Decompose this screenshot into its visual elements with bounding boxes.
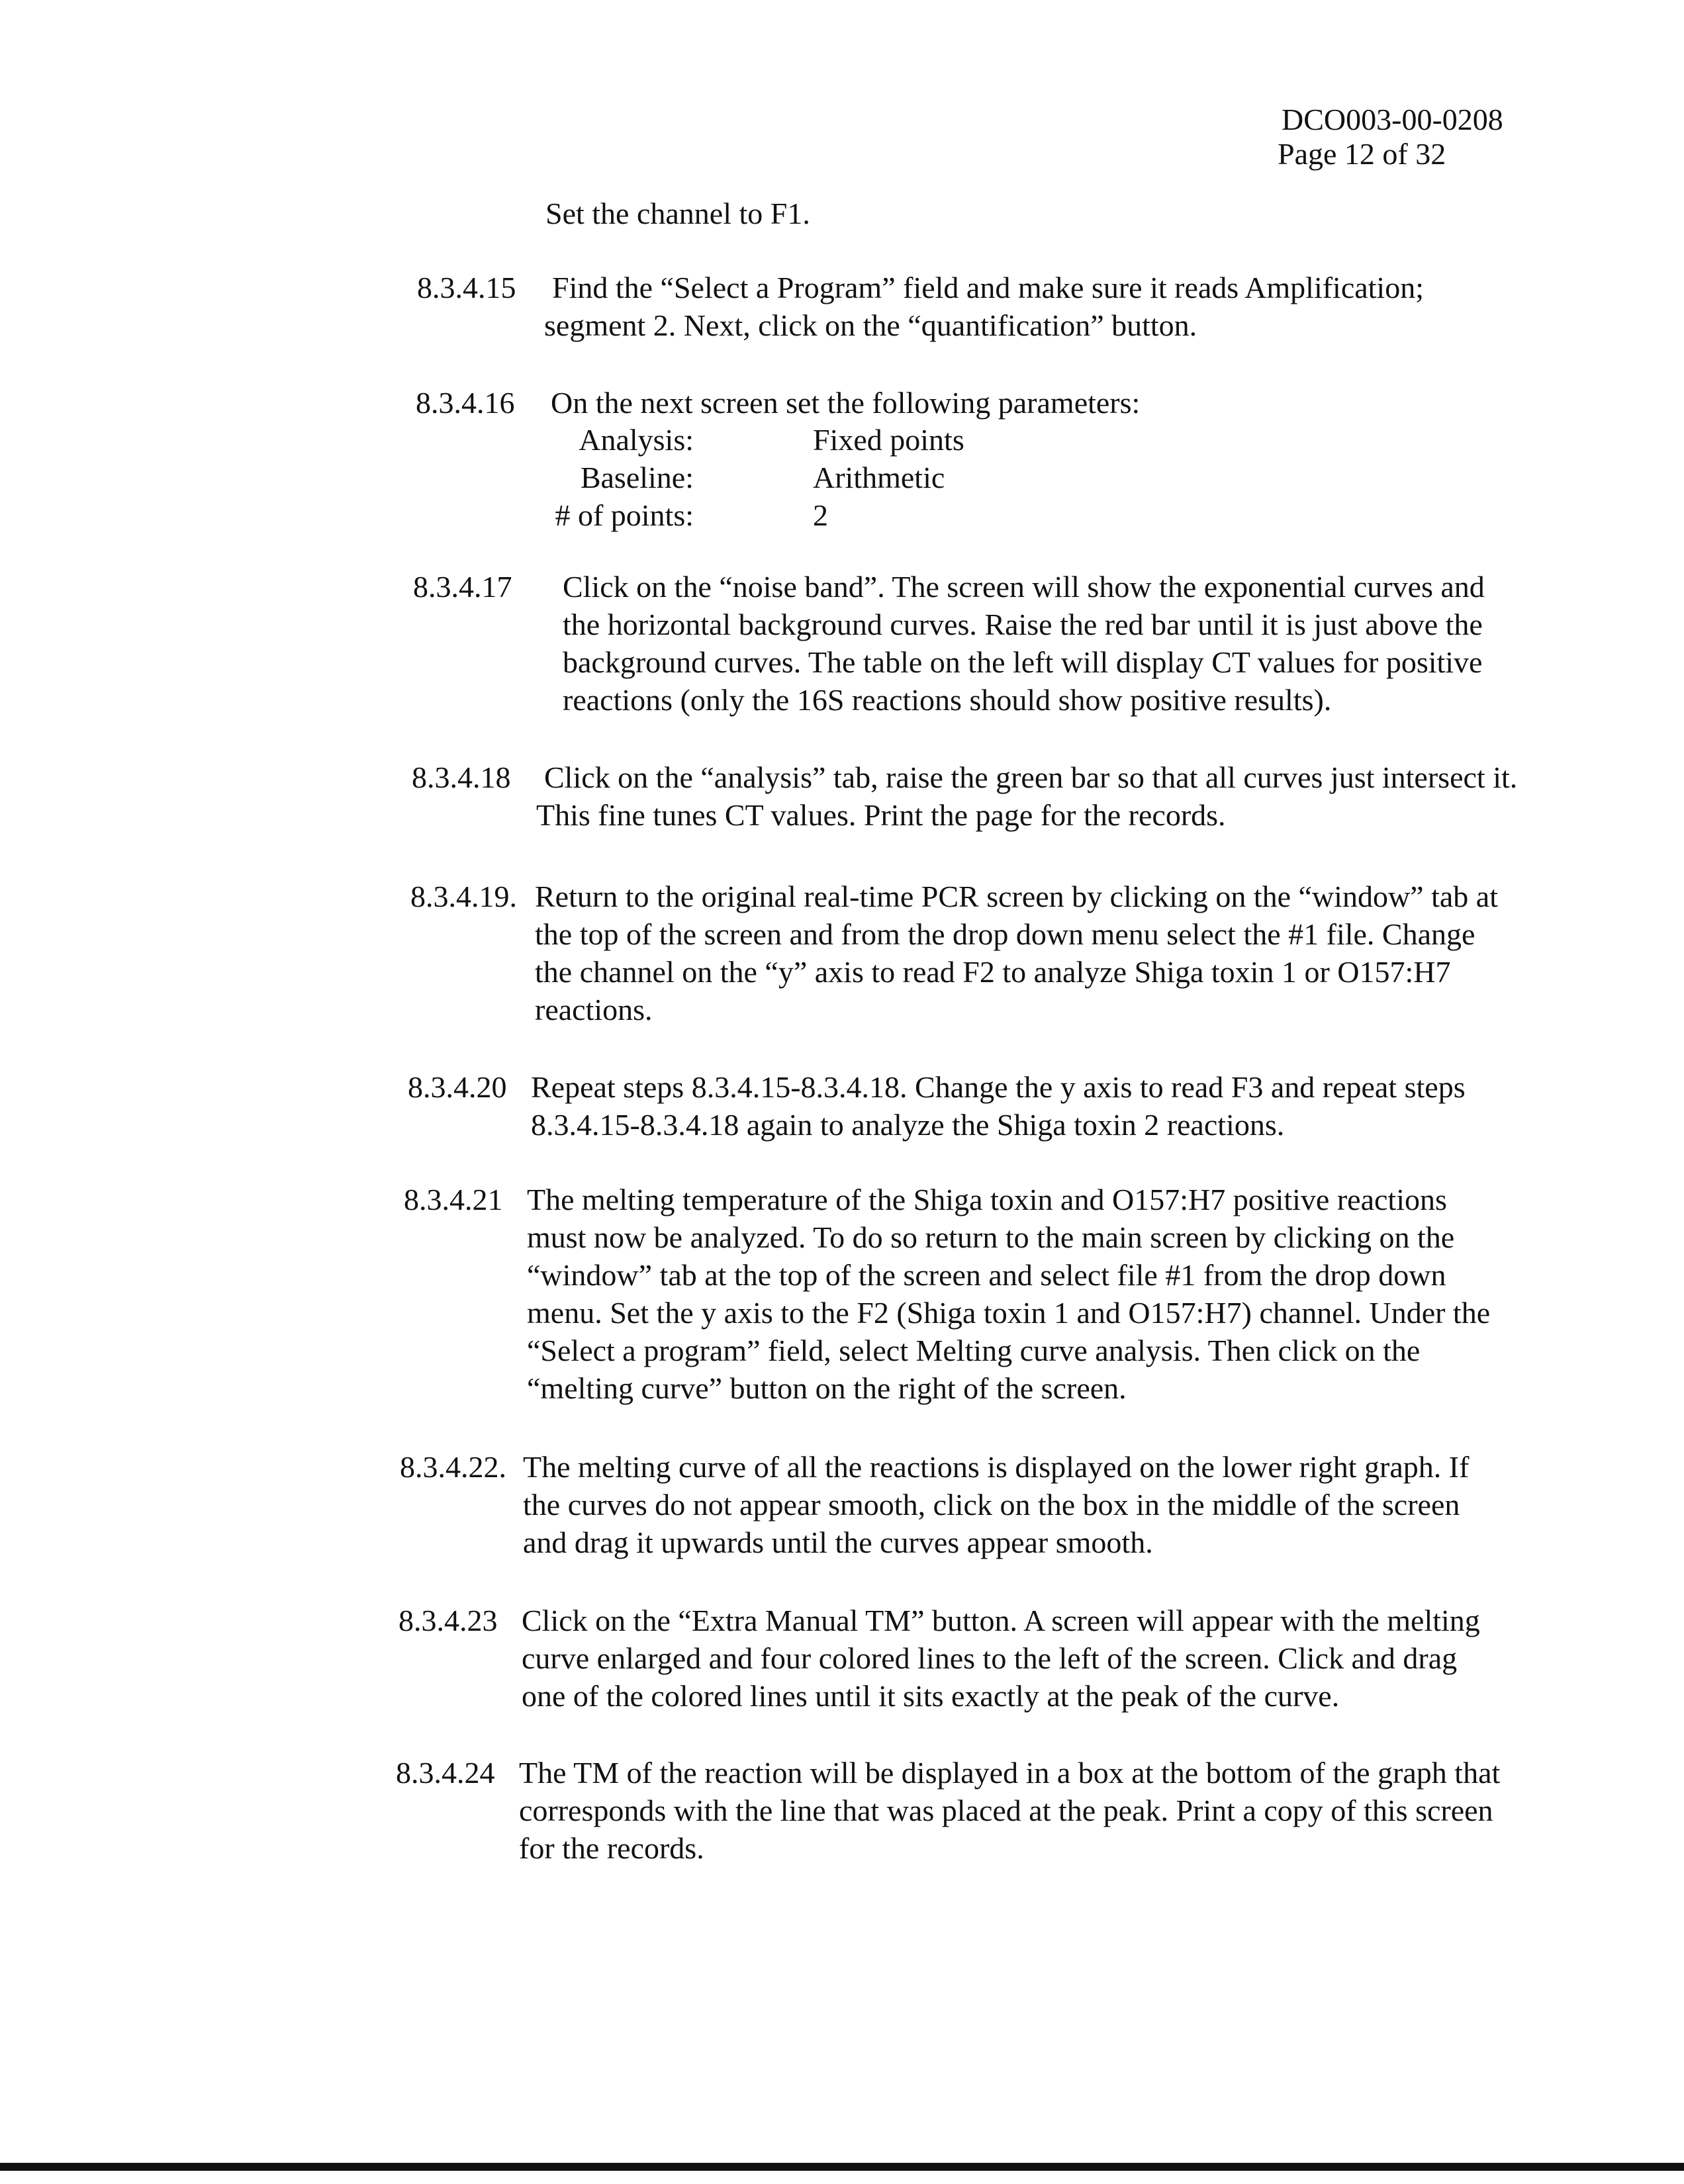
step-line: Click on the “analysis” tab, raise the green bar so that all curves just intersect it. (544, 760, 1518, 794)
step-number: 8.3.4.20 (408, 1070, 507, 1104)
parameter-row (580, 459, 1051, 496)
step-line: “melting curve” button on the right of the screen. (527, 1371, 1127, 1405)
step-number: 8.3.4.16 (416, 386, 515, 420)
step-line: On the next screen set the following parameters: (551, 386, 1141, 420)
step-line: the channel on the “y” axis to read F2 to analyze Shiga toxin 1 or O157:H7 (535, 955, 1451, 989)
page-number: Page 12 of 32 (1278, 137, 1446, 171)
step-number: 8.3.4.17 (413, 570, 512, 604)
parameter-label: Analysis: (579, 423, 694, 457)
step-line: and drag it upwards until the curves appear smooth. (523, 1525, 1153, 1559)
step-line: The melting curve of all the reactions is displayed on the lower right graph. If (523, 1450, 1470, 1484)
step-line: Return to the original real-time PCR screen by clicking on the “window” tab at (535, 880, 1498, 913)
step-line: corresponds with the line that was placed at the peak. Print a copy of this screen (519, 1794, 1493, 1827)
step-line: curve enlarged and four colored lines to the left of the screen. Click and drag (522, 1641, 1458, 1675)
step-line: The melting temperature of the Shiga toxin and O157:H7 positive reactions (527, 1183, 1447, 1216)
step-line: for the records. (519, 1831, 704, 1865)
step-number: 8.3.4.24 (396, 1756, 495, 1790)
continuation-line: Set the channel to F1. (545, 197, 810, 230)
step-line: “window” tab at the top of the screen and select file #1 from the drop down (527, 1258, 1446, 1292)
step-line: must now be analyzed. To do so return to the main screen by clicking on the (527, 1220, 1455, 1254)
page-header (1278, 103, 1503, 171)
parameter-value: Fixed points (813, 423, 964, 457)
step-number: 8.3.4.18 (412, 760, 511, 794)
step-line: Repeat steps 8.3.4.15-8.3.4.18. Change the y axis to read F3 and repeat steps (531, 1070, 1466, 1104)
parameter-row (579, 421, 1051, 459)
parameter-value: 2 (813, 498, 828, 532)
step-number: 8.3.4.22. (400, 1450, 506, 1484)
step-number: 8.3.4.21 (404, 1183, 503, 1216)
document-id: DCO003-00-0208 (1282, 103, 1503, 136)
step-line: reactions. (535, 993, 653, 1026)
step-number: 8.3.4.23 (398, 1604, 498, 1637)
parameter-list (555, 421, 1051, 534)
step-line: Find the “Select a Program” field and make sure it reads Amplification; (552, 271, 1424, 304)
step-line: menu. Set the y axis to the F2 (Shiga toxin 1 and O157:H7) channel. Under the (527, 1296, 1491, 1330)
step-number: 8.3.4.15 (417, 271, 516, 304)
step-line: “Select a program” field, select Melting curve analysis. Then click on the (527, 1334, 1421, 1367)
step-line: Click on the “Extra Manual TM” button. A screen will appear with the melting (522, 1604, 1480, 1637)
step-line: background curves. The table on the left will display CT values for positive (563, 645, 1483, 679)
parameter-label: Baseline: (580, 461, 694, 494)
step-line: segment 2. Next, click on the “quantification” button. (544, 308, 1197, 342)
parameter-label: # of points: (555, 498, 694, 532)
bottom-rule (0, 2163, 1684, 2171)
step-line: the curves do not appear smooth, click on the box in the middle of the screen (523, 1488, 1460, 1522)
parameter-value: Arithmetic (813, 461, 945, 494)
step-line: Click on the “noise band”. The screen will show the exponential curves and (563, 570, 1485, 604)
parameter-row (555, 496, 1051, 534)
step-line: 8.3.4.15-8.3.4.18 again to analyze the Shiga toxin 2 reactions. (531, 1108, 1285, 1142)
step-line: This fine tunes CT values. Print the page for the records. (536, 798, 1226, 832)
step-line: one of the colored lines until it sits exactly at the peak of the curve. (522, 1679, 1340, 1713)
step-line: The TM of the reaction will be displayed in a box at the bottom of the graph that (519, 1756, 1501, 1790)
step-line: the horizontal background curves. Raise the red bar until it is just above the (563, 608, 1483, 641)
step-line: reactions (only the 16S reactions should show positive results). (563, 683, 1332, 717)
step-number: 8.3.4.19. (410, 880, 517, 913)
step-line: the top of the screen and from the drop down menu select the #1 file. Change (535, 917, 1475, 951)
